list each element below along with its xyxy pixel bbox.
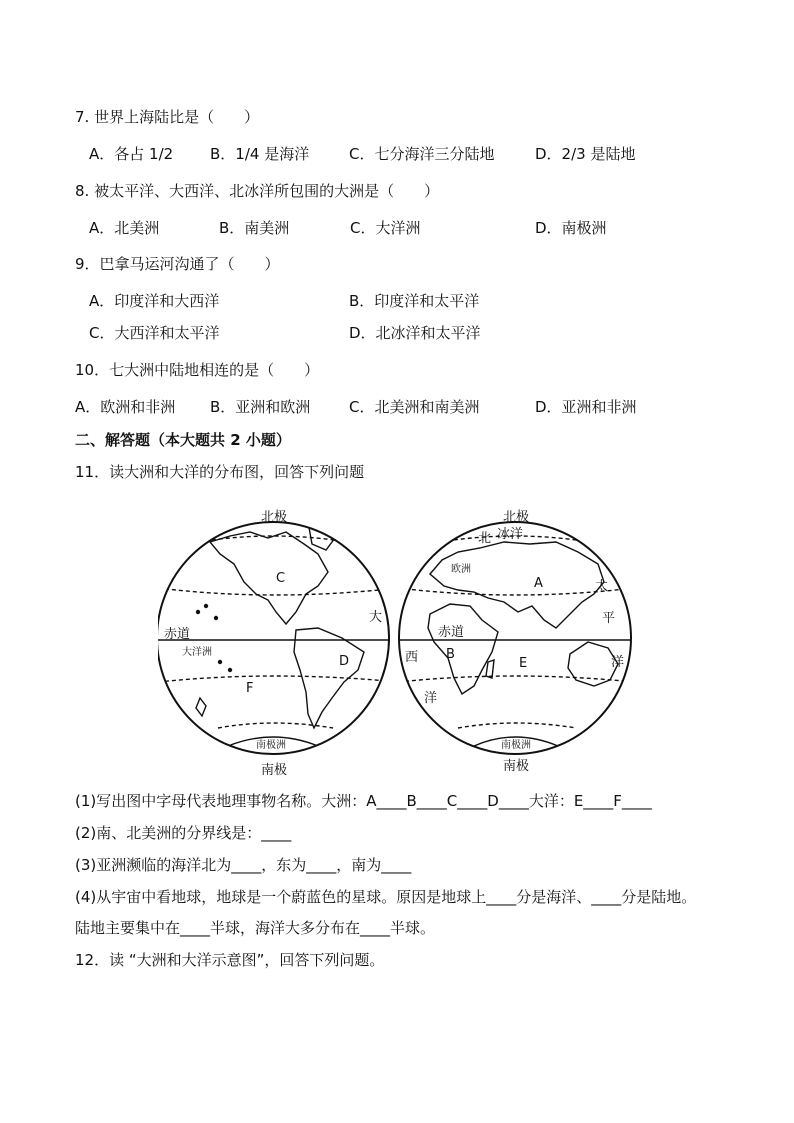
left-antarctica-label: 南极洲: [256, 740, 286, 751]
q9-option-b: B．印度洋和太平洋: [349, 292, 480, 310]
q10-stem: 10．七大洲中陆地相连的是（ ）: [75, 361, 320, 379]
south-america-shape: [294, 628, 364, 728]
q11-sub3: (3)亚洲濒临的海洋北为____，东为____，南为____: [75, 856, 412, 874]
eurasia-shape: [430, 542, 604, 628]
label-e: E: [519, 656, 528, 671]
left-tropic-capricorn: [158, 676, 398, 682]
q8-stem: 8. 被太平洋、大西洋、北冰洋所包围的大洲是（ ）: [75, 182, 440, 200]
greenland-shape: [308, 520, 338, 550]
q11-sub1: (1)写出图中字母代表地理事物名称。大洲：A____B____C____D____大洋：E____F____: [75, 792, 652, 810]
q9-stem: 9．巴拿马运河沟通了（ ）: [75, 255, 280, 273]
label-c: C: [276, 571, 286, 586]
q11-sub2: (2)南、北美洲的分界线是：____: [75, 824, 292, 842]
q7-option-b: B．1/4 是海洋: [210, 145, 310, 163]
right-antarctic-circle: [458, 723, 576, 728]
q8-option-b: B．南美洲: [219, 219, 290, 237]
north-label: 北: [478, 531, 492, 546]
q7-option-c: C．七分海洋三分陆地: [349, 145, 495, 163]
q9-option-a: A．印度洋和大西洋: [89, 292, 220, 310]
continents-oceans-map: [158, 502, 634, 780]
pacific-tai-label: 太: [595, 579, 609, 594]
right-south-pole-label: 南极: [503, 759, 530, 774]
left-north-pole-label: 北极: [261, 510, 288, 525]
right-tropic-capricorn: [398, 676, 634, 682]
q10-option-a: A．欧洲和非洲: [75, 398, 176, 416]
q9-option-d: D．北冰洋和太平洋: [349, 324, 481, 342]
north-america-shape: [210, 532, 328, 624]
europe-label: 欧洲: [451, 564, 471, 575]
q12-stem: 12．读 “大洲和大洋示意图”，回答下列问题。: [75, 951, 385, 969]
q10-option-c: C．北美洲和南美洲: [349, 398, 480, 416]
right-equator-label: 赤道: [438, 625, 465, 640]
q10-option-b: B．亚洲和欧洲: [210, 398, 311, 416]
right-antarctica-label: 南极洲: [501, 740, 531, 751]
madagascar-shape: [486, 660, 494, 678]
q11-sub4-line1: (4)从宇宙中看地球，地球是一个蔚蓝色的星球。原因是地球上____分是海洋、____分是陆地。: [75, 888, 697, 906]
q7-option-a: A．各占 1/2: [89, 145, 174, 163]
oceania-label: 大洋洲: [182, 647, 212, 658]
pacific-ping-label: 平: [602, 611, 616, 626]
q9-option-c: C．大西洋和太平洋: [89, 324, 220, 342]
right-globe-outline: [399, 522, 631, 754]
arctic-ocean-label: 冰洋: [497, 527, 524, 542]
q11-stem: 11．读大洲和大洋的分布图，回答下列问题: [75, 463, 365, 481]
atlantic-xi-label: 西: [405, 650, 419, 665]
africa-shape: [428, 604, 498, 694]
eastern-hemisphere: [398, 509, 634, 774]
left-globe-outline: [158, 522, 389, 754]
q8-option-a: A．北美洲: [89, 219, 160, 237]
label-b: B: [446, 647, 455, 662]
right-north-pole-label: 北极: [503, 510, 530, 525]
western-hemisphere: [158, 509, 398, 778]
left-equator-label: 赤道: [164, 627, 191, 642]
q7-option-d: D．2/3 是陆地: [535, 145, 636, 163]
q8-option-c: C．大洋洲: [350, 219, 421, 237]
atlantic-yang-label: 洋: [424, 691, 438, 706]
section-heading: 二、解答题（本大题共 2 小题）: [75, 431, 291, 449]
pacific-yang-label: 洋: [611, 655, 625, 670]
left-tropic-cancer: [158, 588, 398, 595]
new-zealand-shape: [196, 698, 206, 716]
q10-option-d: D．亚洲和非洲: [535, 398, 637, 416]
label-d: D: [339, 654, 350, 669]
q7-stem: 7. 世界上海陆比是（ ）: [75, 108, 260, 126]
left-da-label: 大: [369, 610, 383, 625]
q11-sub4-line2: 陆地主要集中在____半球，海洋大多分布在____半球。: [75, 919, 436, 937]
q8-option-d: D．南极洲: [535, 219, 607, 237]
label-a: A: [534, 576, 543, 591]
left-south-pole-label: 南极: [261, 763, 288, 778]
label-f: F: [246, 681, 254, 696]
